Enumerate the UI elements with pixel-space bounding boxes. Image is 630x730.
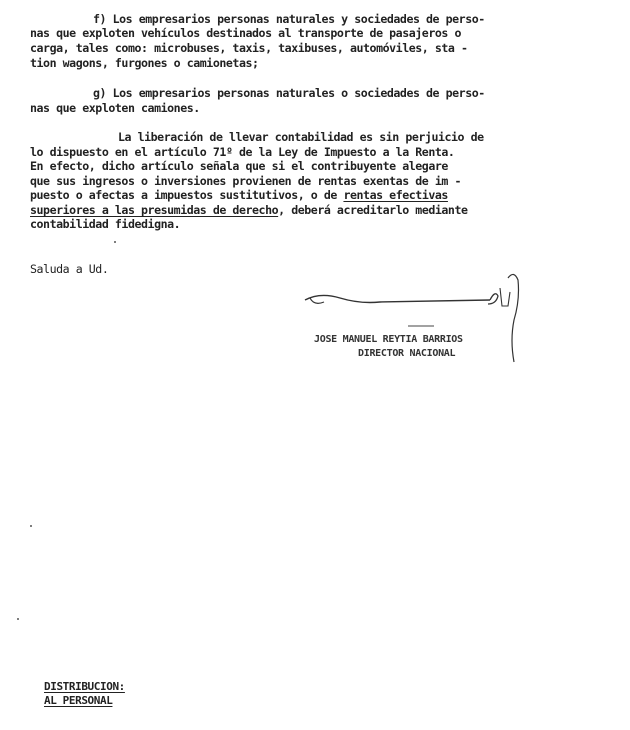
signer-title: DIRECTOR NACIONAL xyxy=(358,348,456,359)
paragraph-main-line-6 xyxy=(30,203,468,217)
paragraph-f-line-2: nas que exploten vehículos destinados al transporte de pasajeros o xyxy=(30,26,461,40)
paragraph-g-line-2: nas que exploten camiones. xyxy=(30,101,200,115)
distribution-item: AL PERSONAL xyxy=(44,694,113,707)
paragraph-f-line-3: carga, tales como: microbuses, taxis, taxibuses, automóviles, sta - xyxy=(30,41,468,55)
paragraph-main-line-1: La liberación de llevar contabilidad es sin perjuicio de xyxy=(118,130,484,144)
paragraph-main-line-3: En efecto, dicho artículo señala que si el contribuyente alegare xyxy=(30,159,448,173)
paragraph-main-line-2: lo dispuesto en el artículo 71º de la Ley de Impuesto a la Renta. xyxy=(30,145,455,159)
speck xyxy=(17,618,19,620)
underlined-phrase-presumidas: superiores a las presumidas de derecho xyxy=(30,203,279,217)
speck xyxy=(114,241,116,243)
underlined-phrase-rentas-efectivas: rentas efectivas xyxy=(343,188,448,202)
paragraph-g-line-1: g) Los empresarios personas naturales o sociedades de perso- xyxy=(93,86,485,100)
line-6-text: , deberá acreditarlo mediante xyxy=(278,203,468,217)
paragraph-main-line-7: contabilidad fidedigna. xyxy=(30,217,181,231)
paragraph-main-line-5 xyxy=(30,188,448,202)
paragraph-f-line-1: f) Los empresarios personas naturales y sociedades de perso- xyxy=(93,12,485,26)
paragraph-f-line-4: tion wagons, furgones o camionetas; xyxy=(30,56,259,70)
distribution-heading: DISTRIBUCION: xyxy=(44,680,125,693)
signer-name: JOSE MANUEL REYTIA BARRIOS xyxy=(314,334,463,345)
handwritten-signature xyxy=(300,270,540,380)
paragraph-main-line-4: que sus ingresos o inversiones provienen de rentas exentas de im - xyxy=(30,174,461,188)
closing-salutation: Saluda a Ud. xyxy=(30,262,109,276)
line-5-text: puesto o afectas a impuestos sustitutivos, o de xyxy=(30,188,344,202)
speck xyxy=(30,525,32,527)
